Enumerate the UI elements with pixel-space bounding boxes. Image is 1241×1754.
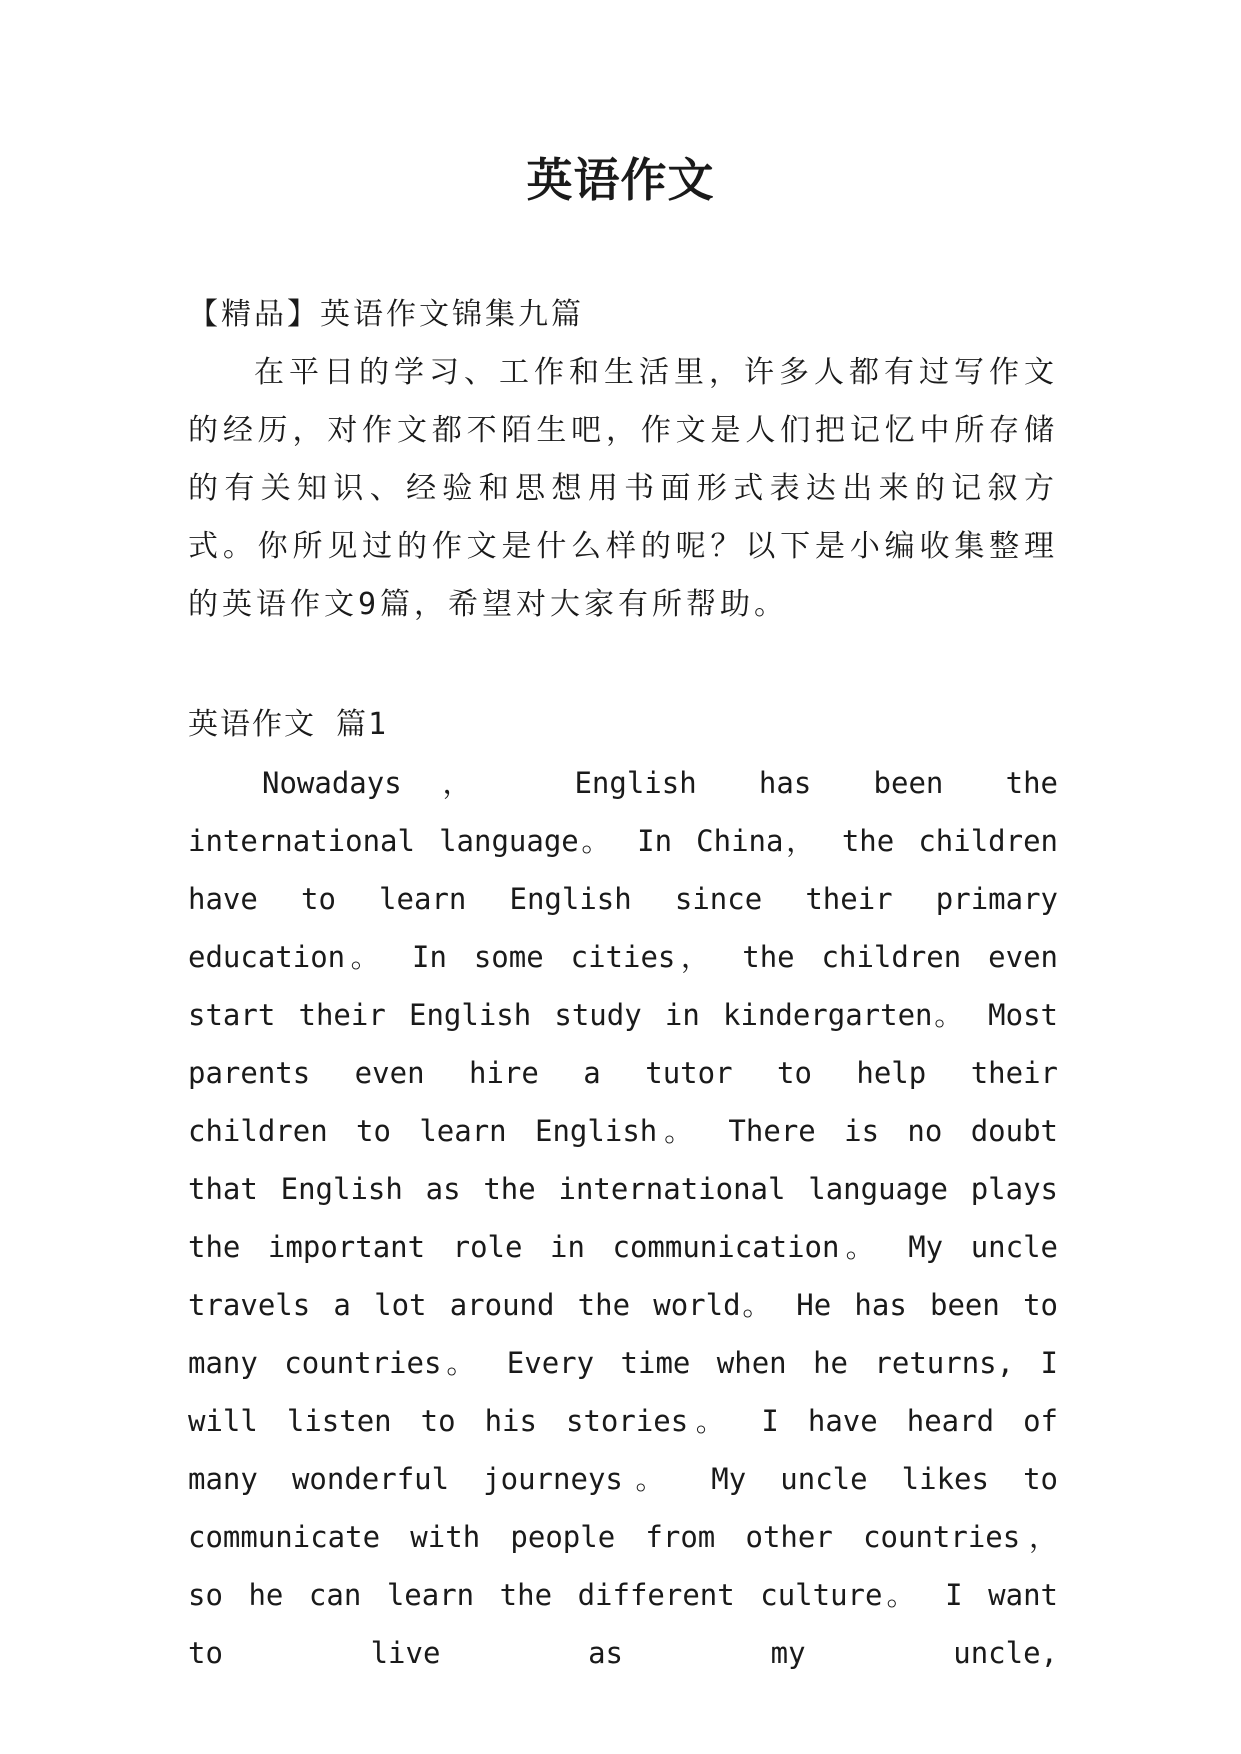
- intro-paragraph: 在平日的学习、工作和生活里，许多人都有过写作文的经历，对作文都不陌生吧，作文是人们把记忆中所存储的有关知识、经验和思想用书面形式表达出来的记叙方式。你所见过的作文是什么样的呢？以下是小编收集整理的英语作文9篇，希望对大家有所帮助。: [188, 355, 1058, 622]
- document-title: 英语作文: [526, 153, 715, 207]
- essay-paragraph: Nowadays， English has been the international language。 In China， the children have to learn English since their primary education。 In some cities， the children even start their English study in kindergarten。 Most parents even hire a tutor to help their children to learn English。 There is no doubt that English as the international language plays the important role in communication。 My uncle travels a lot around the world。 He has been to many countries。 Every time when he returns, I will listen to his stories。 I have heard of many wonderful journeys。 My uncle likes to communicate with people from other countries， so he can learn the different culture。 I want to live as my uncle,: [188, 766, 1058, 1670]
- section-heading: 英语作文 篇1: [188, 707, 389, 742]
- document-subtitle: 【精品】英语作文锦集九篇: [188, 297, 584, 332]
